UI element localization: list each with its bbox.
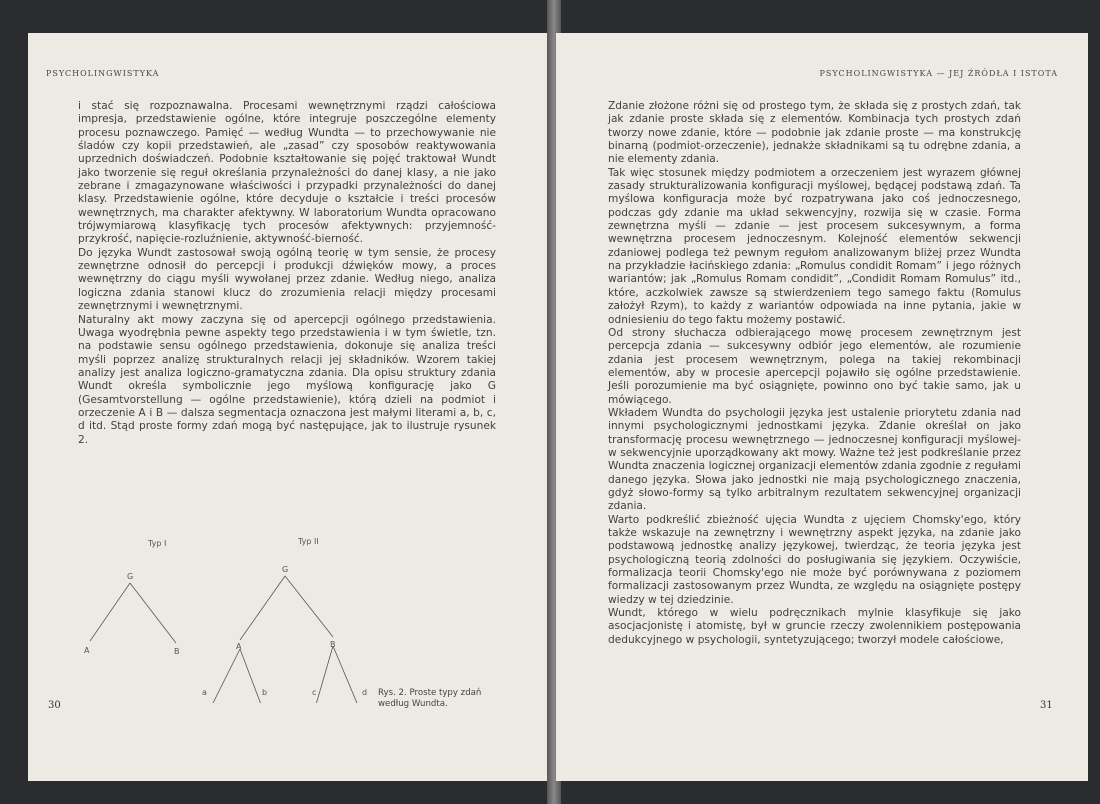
page-number-right: 31	[1040, 700, 1053, 711]
right-body-text	[608, 100, 1021, 647]
caption-line: według Wundta.	[378, 699, 448, 709]
leaf-b: b	[262, 688, 268, 697]
leaf-a: a	[202, 688, 207, 697]
paragraph: Tak więc stosunek między podmiotem a orzeczeniem jest wyrazem głównej zasady strukturalizowania konfiguracji myślowej, będącej podstawą zdań. Ta myślowa konfiguracja może być rozpatrywana jako coś jednoczesnego, podczas gdy zdanie ma układ sekwencyjny, rozwija się w czasie. Forma zewnętrzna myśli — zdanie — jest procesem sukcesywnym, a forma wewnętrzna procesem jednoczesnym. Kolejność elementów sekwencji zdaniowej podlega też pewnym regułom analizowanym bliżej przez Wundta na przykładzie łacińskiego zdania: „Romulus condidit Romam” i jego różnych wariantów; jak „Romulus Romam condidit”, „Condidit Romam Romulus” itd., które, aczkolwiek zawsze są stwierdzeniem tego samego faktu (Romulus założył Rzym), to każdy z wariantów odpowiada na inne pytania, jakie w odniesieniu do tego faktu możemy postawić.	[608, 166, 1021, 326]
caption-line: Rys. 2. Proste typy zdań	[378, 688, 482, 698]
running-header-right: PSYCHOLINGWISTYKA — JEJ ŹRÓDŁA I ISTOTA	[819, 69, 1058, 78]
type2-label: Typ II	[298, 537, 319, 546]
running-header-left: PSYCHOLINGWISTYKA	[46, 69, 160, 78]
paragraph: Naturalny akt mowy zaczyna się od apercepcji ogólnego przedstawienia. Uwaga wyodrębnia pewne aspekty tego przedstawienia i w tym świetle, tzn. na podstawie sensu ogólnego przedstawienia, dokonuje się analiza treści myśli poprzez analizę strukturalnych relacji jej składników. Wzorem takiej analizy jest analiza logiczno-gramatyczna zdania. Dla opisu struktury zdania Wundt określa symbolicznie jego myślową konfigurację jako G (Gesamtvorstellung — ogólne przedstawienie), którą dzieli na podmiot i orzeczenie A i B — dalsza segmentacja oznaczona jest małymi literami a, b, c, d itd. Stąd proste formy zdań mogą być następujące, jak to ilustruje rysunek 2.	[78, 313, 496, 446]
left-page	[28, 33, 554, 781]
figure-sentence-trees	[68, 503, 538, 703]
node-a-type2: A	[236, 642, 242, 651]
paragraph: Wkładem Wundta do psychologii języka jest ustalenie priorytetu zdania nad innymi psychologicznymi jednostkami języka. Zdanie określał on jako transformację procesu wewnętrznego — jednoczesnej konfiguracji myślowej-w sekwencyjnie uporządkowany akt mowy. Ważne też jest podkreślanie przez Wundta znaczenia logicznej organizacji elementów zdania zgodnie z regułami danego języka. Słowa jako jednostki nie mają psychologicznego znaczenia, gdyż słowo-formy są tylko arbitralnym rezultatem sekwencyjnej organizacji zdania.	[608, 406, 1021, 513]
paragraph: Wundt, którego w wielu podręcznikach mylnie klasyfikuje się jako asocjacjonistę i atomistę, był w gruncie rzeczy zwolennikiem postępowania dedukcyjnego w psychologii, syntetyzującego; tworzył modele całościowe,	[608, 607, 1021, 646]
node-b-type2: B	[330, 640, 336, 649]
node-b-type1: B	[174, 647, 180, 656]
node-g-type2: G	[282, 565, 289, 574]
paragraph: Warto podkreślić zbieżność ujęcia Wundta z ujęciem Chomsky'ego, który także wskazuje na zewnętrzny i wewnętrzny aspekt języka, na zdanie jako podstawową jednostkę analizy językowej, twierdząc, że teoria języka jest psychologiczną teorią zdolności do posługiwania się językiem. Oczywiście, formalizacja teorii Chomsky'ego nie może być porównywana z poziomem formalizacji zastosowanym przez Wundta, ze względu na osiągnięte postępy wiedzy w tej dziedzinie.	[608, 513, 1021, 606]
node-g-type1: G	[127, 572, 134, 581]
paragraph: Od strony słuchacza odbierającego mowę procesem zewnętrznym jest percepcja zdania — sukcesywny odbiór jego elementów, ale rozumienie zdania jest procesem wewnętrznym, polega na takiej rekombinacji elementów, aby w procesie apercepcji pojawiło się ogólne przedstawienie. Jeśli porozumienie ma być osiągnięte, powinno ono być takie samo, jak u mówiącego.	[608, 326, 1021, 406]
paragraph: Do języka Wundt zastosował swoją ogólną teorię w tym sensie, że procesy zewnętrzne odnosił do percepcji i produkcji dźwięków mowy, a proces wewnętrzny do ciągu myśli wywołanej przez zdanie. Według niego, analiza logiczna zdania stanowi klucz do zrozumienia relacji między procesami zewnętrznymi i wewnętrznymi.	[78, 246, 496, 313]
leaf-c: c	[312, 688, 317, 697]
paragraph: i stać się rozpoznawalna. Procesami wewnętrznymi rządzi całościowa impresja, przedstawienie ogólne, które integruje poszczególne elementy procesu poznawczego. Pamięć — według Wundta — to przechowywanie nie śladów czy kopii przedstawień, ale „zasad” czy sposobów reaktywowania uprzednich doświadczeń. Podobnie kształtowanie się pojęć traktował Wundt jako tworzenie się reguł określania przynależności do danej klasy, a nie jako zebrane i zmagazynowane właściwości i przypadki przynależności do danej klasy. Przedstawienie ogólne, które decyduje o kształcie i treści procesów wewnętrznych, ma charakter afektywny. W laboratorium Wundta opracowano trójwymiarową klasyfikację tych procesów afektywnych: przyjemność-przykrość, napięcie-rozluźnienie, aktywność-bierność.	[78, 100, 496, 246]
right-page	[556, 33, 1088, 781]
paragraph: Zdanie złożone różni się od prostego tym, że składa się z prostych zdań, tak jak zdanie proste składa się z elementów. Kombinacja tych prostych zdań tworzy nowe zdanie, które — podobnie jak zdanie proste — ma konstrukcję binarną (podmiot-orzeczenie), jednakże składnikami są tu odrębne zdania, a nie elementy zdania.	[608, 100, 1021, 166]
type1-label: Typ I	[148, 539, 167, 548]
figure-caption	[378, 688, 548, 710]
figure-leaf-row	[202, 688, 382, 708]
node-a-type1: A	[84, 646, 90, 655]
page-number-left: 30	[48, 700, 61, 711]
leaf-d: d	[362, 688, 368, 697]
left-body-text	[78, 100, 496, 447]
